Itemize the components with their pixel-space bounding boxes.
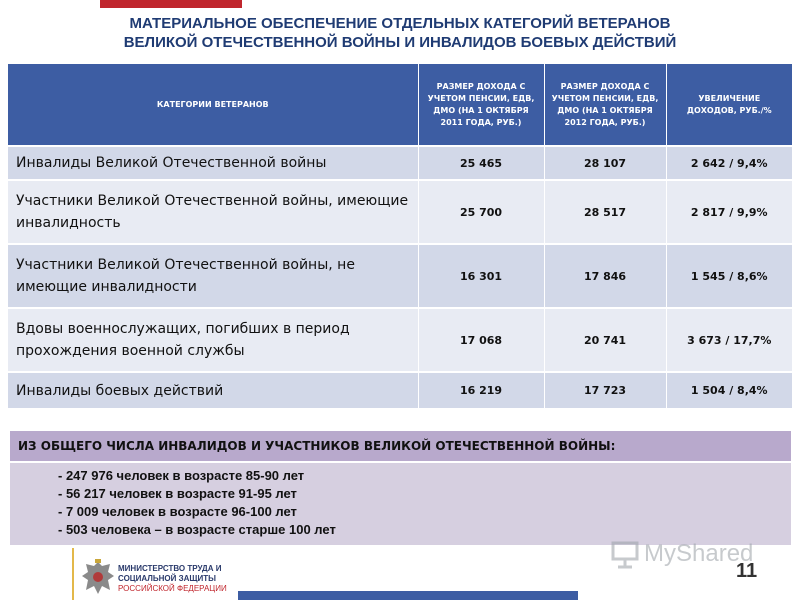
ministry-line-3: РОССИЙСКОЙ ФЕДЕРАЦИИ — [118, 584, 227, 593]
cell-income-2012: 20 741 — [544, 308, 666, 372]
cell-category: Вдовы военнослужащих, погибших в период прохождения военной службы — [8, 308, 418, 372]
summary-item: - 247 976 человек в возрасте 85-90 лет — [58, 468, 305, 483]
coat-of-arms-icon — [80, 558, 116, 598]
cell-income-2012: 17 846 — [544, 244, 666, 308]
cell-category: Участники Великой Отечественной войны, не имеющие инвалидности — [8, 244, 418, 308]
summary-item: - 7 009 человек в возрасте 96-100 лет — [58, 504, 297, 519]
veterans-income-table — [8, 64, 792, 408]
table-row — [8, 372, 792, 408]
cell-income-2011: 16 219 — [418, 372, 544, 408]
watermark-text: MyShared — [644, 540, 754, 567]
bottom-accent-bar — [238, 591, 578, 600]
summary-header: ИЗ ОБЩЕГО ЧИСЛА ИНВАЛИДОВ И УЧАСТНИКОВ ВЕЛИКОЙ ОТЕЧЕСТВЕННОЙ ВОЙНЫ: — [10, 431, 791, 461]
cell-income-2011: 17 068 — [418, 308, 544, 372]
title-line-2: ВЕЛИКОЙ ОТЕЧЕСТВЕННОЙ ВОЙНЫ И ИНВАЛИДОВ БОЕВЫХ ДЕЙСТВИЙ — [123, 34, 677, 51]
table-row — [8, 244, 792, 308]
title-line-1: МАТЕРИАЛЬНОЕ ОБЕСПЕЧЕНИЕ ОТДЕЛЬНЫХ КАТЕГОРИЙ ВЕТЕРАНОВ — [129, 15, 671, 32]
cell-category: Участники Великой Отечественной войны, имеющие инвалидность — [8, 180, 418, 244]
top-accent-bar — [100, 0, 242, 8]
header-income-2012: РАЗМЕР ДОХОДА С УЧЕТОМ ПЕНСИИ, ЕДВ, ДМО (НА 1 ОКТЯБРЯ 2012 ГОДА, РУБ.) — [544, 64, 666, 146]
cell-increase: 2 817 / 9,9% — [666, 180, 792, 244]
cell-income-2012: 28 517 — [544, 180, 666, 244]
table-row — [8, 308, 792, 372]
cell-category: Инвалиды Великой Отечественной войны — [8, 146, 418, 180]
cell-increase: 1 504 / 8,4% — [666, 372, 792, 408]
cell-income-2012: 28 107 — [544, 146, 666, 180]
footer-divider — [72, 548, 74, 600]
table-row — [8, 146, 792, 180]
cell-income-2011: 25 700 — [418, 180, 544, 244]
summary-list — [10, 463, 791, 545]
cell-increase: 2 642 / 9,4% — [666, 146, 792, 180]
summary-item: - 503 человека – в возрасте старше 100 лет — [58, 522, 336, 537]
ministry-line-2: СОЦИАЛЬНОЙ ЗАЩИТЫ — [118, 574, 217, 583]
table-row — [8, 180, 792, 244]
cell-increase: 1 545 / 8,6% — [666, 244, 792, 308]
cell-category: Инвалиды боевых действий — [8, 372, 418, 408]
cell-income-2012: 17 723 — [544, 372, 666, 408]
ministry-logo-text — [118, 564, 227, 594]
header-category: КАТЕГОРИИ ВЕТЕРАНОВ — [8, 64, 418, 146]
presentation-icon — [610, 540, 640, 570]
cell-income-2011: 25 465 — [418, 146, 544, 180]
page-title — [0, 14, 800, 52]
summary-item: - 56 217 человек в возрасте 91-95 лет — [58, 486, 297, 501]
header-increase: УВЕЛИЧЕНИЕ ДОХОДОВ, РУБ./% — [666, 64, 792, 146]
page-number: 11 — [736, 560, 758, 582]
cell-increase: 3 673 / 17,7% — [666, 308, 792, 372]
ministry-line-1: МИНИСТЕРСТВО ТРУДА И — [118, 564, 222, 573]
header-income-2011: РАЗМЕР ДОХОДА С УЧЕТОМ ПЕНСИИ, ЕДВ, ДМО (НА 1 ОКТЯБРЯ 2011 ГОДА, РУБ.) — [418, 64, 544, 146]
cell-income-2011: 16 301 — [418, 244, 544, 308]
table-header-row — [8, 64, 792, 146]
